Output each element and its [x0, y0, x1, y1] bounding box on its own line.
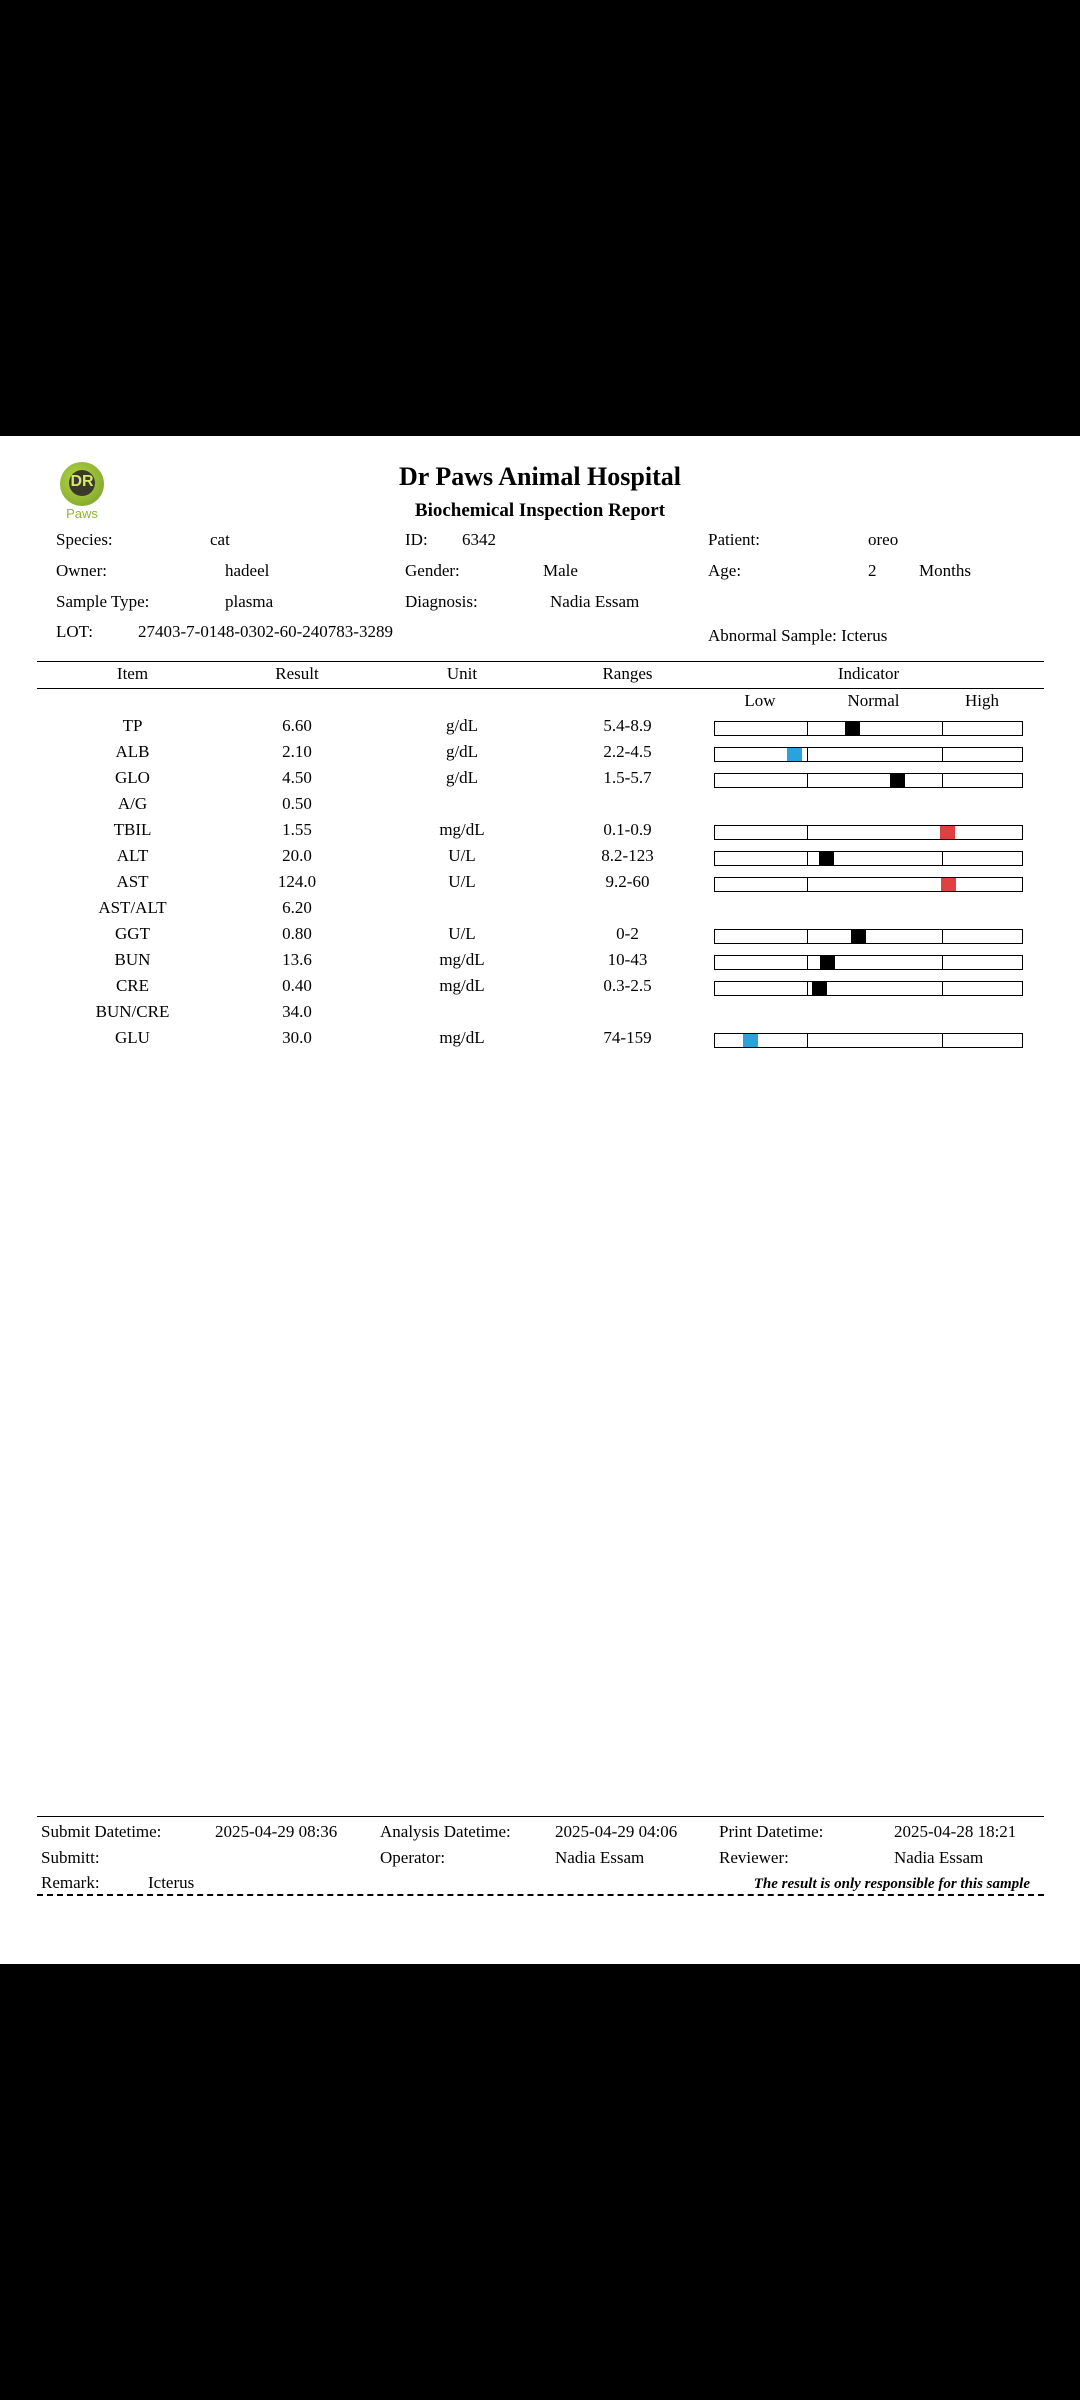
table-row [0, 742, 1080, 768]
indicator-bar [714, 955, 1023, 970]
item-result: 20.0 [282, 846, 312, 865]
table-row [0, 872, 1080, 898]
patient-value: oreo [868, 530, 899, 549]
item-range: 2.2-4.5 [603, 742, 652, 761]
item-unit: g/dL [445, 716, 479, 735]
item-unit: mg/dL [439, 1028, 485, 1047]
indicator-bar [714, 981, 1023, 996]
item-result: 4.50 [282, 768, 312, 787]
indicator-marker [812, 982, 827, 995]
age-label: Age: [708, 561, 742, 580]
logo-text: DR [70, 473, 94, 490]
item-range: 10-43 [607, 950, 648, 969]
table-top-rule [37, 661, 1044, 662]
reviewer-value: Nadia Essam [894, 1848, 984, 1867]
lot-label: LOT: [56, 622, 93, 641]
remark-label: Remark: [41, 1873, 100, 1892]
indicator-bar [714, 721, 1023, 736]
remark-value: Icterus [148, 1873, 195, 1892]
id-value: 6342 [462, 530, 496, 549]
item-result: 0.80 [282, 924, 312, 943]
item-name: BUN/CRE [95, 1002, 170, 1021]
item-unit: mg/dL [439, 976, 485, 995]
item-result: 13.6 [282, 950, 312, 969]
age-unit: Months [919, 561, 971, 580]
item-range: 8.2-123 [601, 846, 654, 865]
print-datetime-label: Print Datetime: [719, 1822, 824, 1841]
gender-value: Male [543, 561, 578, 580]
indicator-bar [714, 825, 1023, 840]
item-name: GLO [115, 768, 150, 787]
table-row [0, 716, 1080, 742]
species-label: Species: [56, 530, 113, 549]
item-name: AST/ALT [98, 898, 167, 917]
header-indicator: Indicator [837, 664, 900, 683]
item-result: 1.55 [282, 820, 312, 839]
species-value: cat [210, 530, 230, 549]
indicator-normal-label: Normal [847, 691, 900, 710]
indicator-marker [940, 826, 955, 839]
item-name: ALB [115, 742, 150, 761]
item-range: 74-159 [603, 1028, 652, 1047]
item-name: ALT [116, 846, 149, 865]
item-unit: U/L [448, 924, 476, 943]
item-unit: g/dL [445, 768, 479, 787]
header-unit: Unit [446, 664, 478, 683]
indicator-marker [890, 774, 905, 787]
indicator-bar [714, 773, 1023, 788]
item-result: 6.20 [282, 898, 312, 917]
submit-datetime-label: Submit Datetime: [41, 1822, 162, 1841]
item-result: 2.10 [282, 742, 312, 761]
operator-value: Nadia Essam [555, 1848, 645, 1867]
item-result: 6.60 [282, 716, 312, 735]
abnormal-sample: Abnormal Sample: Icterus [708, 626, 888, 645]
header-item: Item [116, 664, 149, 683]
item-name: TP [122, 716, 143, 735]
table-row [0, 1002, 1080, 1028]
indicator-bar [714, 1033, 1023, 1048]
age-value: 2 [868, 561, 877, 580]
operator-label: Operator: [380, 1848, 446, 1867]
item-unit: U/L [448, 872, 476, 891]
item-range: 0-2 [616, 924, 639, 943]
indicator-marker [787, 748, 802, 761]
sample-type-label: Sample Type: [56, 592, 150, 611]
table-row [0, 794, 1080, 820]
item-range: 0.3-2.5 [603, 976, 652, 995]
id-label: ID: [405, 530, 428, 549]
item-range: 9.2-60 [605, 872, 650, 891]
reviewer-label: Reviewer: [719, 1848, 789, 1867]
item-name: AST [116, 872, 149, 891]
indicator-bar [714, 747, 1023, 762]
print-datetime-value: 2025-04-28 18:21 [894, 1822, 1017, 1841]
item-result: 30.0 [282, 1028, 312, 1047]
gender-label: Gender: [405, 561, 460, 580]
analysis-datetime-value: 2025-04-29 04:06 [555, 1822, 678, 1841]
item-name: GLU [115, 1028, 150, 1047]
submitt-label: Submitt: [41, 1848, 100, 1867]
analysis-datetime-label: Analysis Datetime: [380, 1822, 511, 1841]
table-row [0, 846, 1080, 872]
table-row [0, 820, 1080, 846]
header-result: Result [275, 664, 319, 683]
indicator-marker [743, 1034, 758, 1047]
item-name: BUN [114, 950, 151, 969]
table-row [0, 976, 1080, 1002]
table-row [0, 924, 1080, 950]
item-name: A/G [117, 794, 148, 813]
report-page [0, 436, 1080, 1964]
item-unit: U/L [448, 846, 476, 865]
indicator-marker [819, 852, 834, 865]
indicator-marker [941, 878, 956, 891]
indicator-high-label: High [965, 691, 999, 710]
indicator-bar [714, 877, 1023, 892]
lot-value: 27403-7-0148-0302-60-240783-3289 [138, 622, 393, 641]
item-unit: mg/dL [439, 950, 485, 969]
owner-value: hadeel [225, 561, 270, 580]
owner-label: Owner: [56, 561, 107, 580]
item-name: GGT [115, 924, 150, 943]
patient-label: Patient: [708, 530, 760, 549]
sample-type-value: plasma [225, 592, 274, 611]
hospital-name: Dr Paws Animal Hospital [399, 462, 681, 491]
indicator-marker [845, 722, 860, 735]
header-ranges: Ranges [602, 664, 653, 683]
table-row [0, 768, 1080, 794]
footer-dashed-rule [37, 1894, 1044, 1896]
item-range: 0.1-0.9 [603, 820, 652, 839]
table-header-rule [37, 688, 1044, 689]
indicator-marker [851, 930, 866, 943]
logo-sub: Paws [66, 506, 98, 521]
report-title: Biochemical Inspection Report [414, 500, 666, 521]
submit-datetime-value: 2025-04-29 08:36 [215, 1822, 338, 1841]
diagnosis-value: Nadia Essam [550, 592, 640, 611]
indicator-marker [820, 956, 835, 969]
item-result: 0.40 [282, 976, 312, 995]
item-name: TBIL [113, 820, 152, 839]
disclaimer: The result is only responsible for this sample [753, 1876, 1030, 1892]
item-range: 5.4-8.9 [603, 716, 652, 735]
indicator-bar [714, 929, 1023, 944]
item-range: 1.5-5.7 [603, 768, 652, 787]
item-unit: g/dL [445, 742, 479, 761]
item-result: 0.50 [282, 794, 312, 813]
diagnosis-label: Diagnosis: [405, 592, 478, 611]
item-result: 124.0 [277, 872, 317, 891]
table-row [0, 950, 1080, 976]
indicator-bar [714, 851, 1023, 866]
table-row [0, 1028, 1080, 1054]
item-result: 34.0 [282, 1002, 312, 1021]
footer-rule [37, 1816, 1044, 1817]
indicator-low-label: Low [744, 691, 776, 710]
table-row [0, 898, 1080, 924]
item-name: CRE [115, 976, 150, 995]
item-unit: mg/dL [439, 820, 485, 839]
